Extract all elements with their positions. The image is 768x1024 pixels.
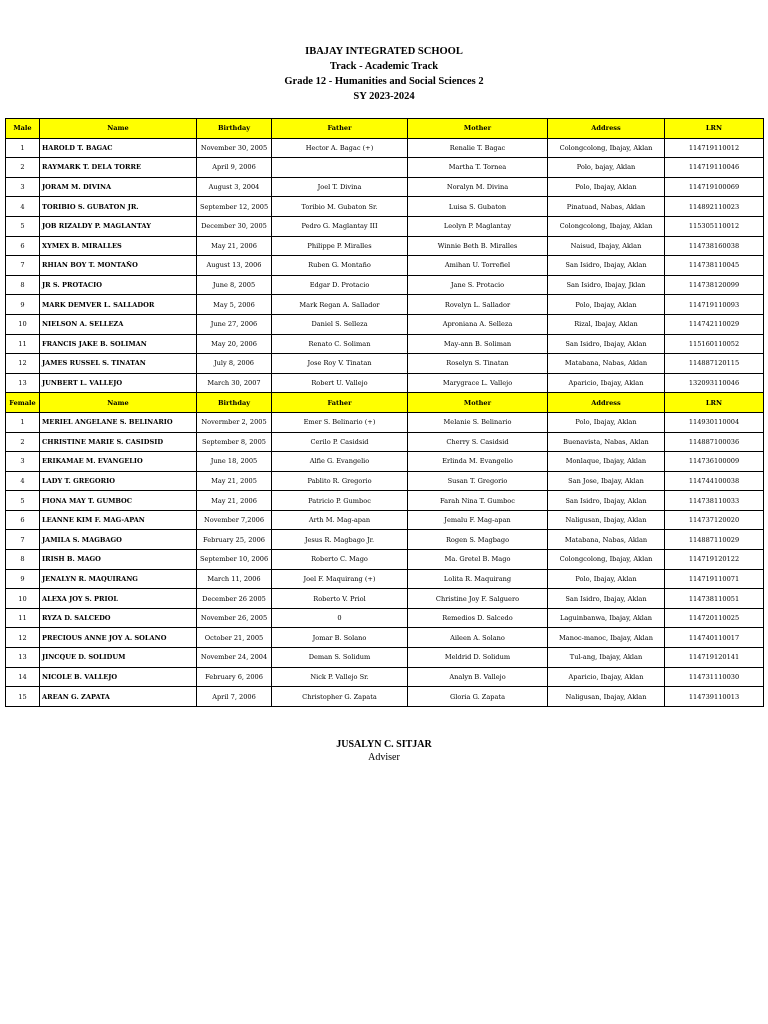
cell-address: Colongcolong, Ibajay, Aklan [548, 216, 665, 236]
cell-number: 11 [6, 608, 40, 628]
cell-birthday: November 7,2006 [197, 510, 272, 530]
cell-mother: Susan T. Gregorio [408, 471, 548, 491]
cell-birthday: November 24, 2004 [197, 648, 272, 668]
cell-address: Laguinbanwa, Ibajay, Aklan [548, 608, 665, 628]
cell-birthday: February 25, 2006 [197, 530, 272, 550]
cell-number: 8 [6, 275, 40, 295]
cell-father: Ruben G. Montaño [272, 256, 408, 276]
cell-lrn: 114744100038 [665, 471, 764, 491]
cell-number: 4 [6, 471, 40, 491]
table-row [6, 197, 764, 217]
cell-address: Polo, Ibajay, Aklan [548, 569, 665, 589]
column-header-father: Father [272, 119, 408, 139]
cell-lrn: 114731110030 [665, 667, 764, 687]
cell-mother: Christine Joy F. Salguero [408, 589, 548, 609]
cell-name: MERIEL ANGELANE S. BELINARIO [40, 412, 197, 432]
cell-number: 12 [6, 628, 40, 648]
cell-address: Polo, Ibajay, Aklan [548, 295, 665, 315]
table-row [6, 334, 764, 354]
cell-mother: Apronіana A. Selleza [408, 314, 548, 334]
cell-name: CHRISTINE MARIE S. CASIDSID [40, 432, 197, 452]
adviser-role: Adviser [368, 752, 400, 763]
cell-birthday: May 5, 2006 [197, 295, 272, 315]
cell-lrn: 114887120115 [665, 354, 764, 374]
cell-lrn: 114930110004 [665, 412, 764, 432]
cell-mother: Jane S. Protacio [408, 275, 548, 295]
cell-address: Matabana, Nabas, Aklan [548, 354, 665, 374]
cell-birthday: March 11, 2006 [197, 569, 272, 589]
cell-name: AREAN G. ZAPATA [40, 687, 197, 707]
cell-father: Deman S. Solidum [272, 648, 408, 668]
table-row [6, 471, 764, 491]
cell-number: 1 [6, 412, 40, 432]
cell-name: TORIBIO S. GUBATON JR. [40, 197, 197, 217]
cell-lrn: 114738120099 [665, 275, 764, 295]
table-row [6, 687, 764, 707]
cell-lrn: 114719110093 [665, 295, 764, 315]
table-row [6, 628, 764, 648]
cell-number: 2 [6, 432, 40, 452]
cell-number: 13 [6, 373, 40, 393]
cell-lrn: 114719110012 [665, 138, 764, 158]
section-label: Female [6, 393, 40, 413]
cell-number: 6 [6, 510, 40, 530]
cell-name: JENALYN R. MAQUIRANG [40, 569, 197, 589]
cell-birthday: June 8, 2005 [197, 275, 272, 295]
cell-address: Buenavista, Nabas, Aklan [548, 432, 665, 452]
cell-number: 6 [6, 236, 40, 256]
cell-name: ERIKAMAE M. EVANGELIO [40, 452, 197, 472]
cell-number: 15 [6, 687, 40, 707]
cell-father: Pedro G. Maglantay III [272, 216, 408, 236]
table-row [6, 452, 764, 472]
cell-father: Robert U. Vallejo [272, 373, 408, 393]
adviser-name: JUSALYN C. SITJAR [336, 739, 432, 750]
document-header [0, 44, 768, 104]
section-header-female [6, 393, 764, 413]
cell-father: 0 [272, 608, 408, 628]
cell-number: 10 [6, 314, 40, 334]
cell-mother: Roselyn S. Tinatan [408, 354, 548, 374]
school-year: SY 2023-2024 [353, 91, 415, 102]
cell-number: 9 [6, 295, 40, 315]
cell-father: Emer S. Belinario (+) [272, 412, 408, 432]
cell-number: 12 [6, 354, 40, 374]
cell-birthday: September 8, 2005 [197, 432, 272, 452]
cell-name: FIONA MAY T. GUMBOC [40, 491, 197, 511]
cell-father: Roberto V. Priol [272, 589, 408, 609]
cell-mother: Marygrace L. Vallejo [408, 373, 548, 393]
column-header-address: Address [548, 119, 665, 139]
cell-mother: Aileen A. Solano [408, 628, 548, 648]
cell-mother: Erlinda M. Evangelio [408, 452, 548, 472]
cell-birthday: July 8, 2006 [197, 354, 272, 374]
cell-father: Philippe P. Miralles [272, 236, 408, 256]
cell-number: 1 [6, 138, 40, 158]
cell-father: Nick P. Vallejo Sr. [272, 667, 408, 687]
column-header-lrn: LRN [665, 119, 764, 139]
cell-birthday: March 30, 2007 [197, 373, 272, 393]
cell-birthday: February 6, 2006 [197, 667, 272, 687]
cell-number: 14 [6, 667, 40, 687]
cell-number: 7 [6, 530, 40, 550]
cell-mother: Ma. Gretel B. Mago [408, 550, 548, 570]
cell-mother: Luisa S. Gubaton [408, 197, 548, 217]
table-row [6, 412, 764, 432]
table-row [6, 589, 764, 609]
cell-name: IRISH B. MAGO [40, 550, 197, 570]
cell-father: Cerilo P. Casidsid [272, 432, 408, 452]
cell-mother: Lolita R. Maquirang [408, 569, 548, 589]
table-row [6, 177, 764, 197]
cell-address: Manoc-manoc, Ibajay, Aklan [548, 628, 665, 648]
table-row [6, 158, 764, 178]
cell-address: Aparicio, Ibajay, Aklan [548, 667, 665, 687]
table-row [6, 256, 764, 276]
cell-name: JAMILA S. MAGBAGO [40, 530, 197, 550]
cell-name: NIELSON A. SELLEZA [40, 314, 197, 334]
cell-mother: Farah Nina T. Gumboc [408, 491, 548, 511]
cell-birthday: June 18, 2005 [197, 452, 272, 472]
cell-number: 8 [6, 550, 40, 570]
table-row [6, 314, 764, 334]
cell-father: Alfie G. Evangelio [272, 452, 408, 472]
column-header-address: Address [548, 393, 665, 413]
column-header-name: Name [40, 119, 197, 139]
cell-father: Pablito R. Gregorio [272, 471, 408, 491]
cell-address: Polo, Ibajay, Aklan [548, 177, 665, 197]
table-row [6, 648, 764, 668]
table-row [6, 530, 764, 550]
cell-father: Jose Roy V. Tinatan [272, 354, 408, 374]
cell-name: FRANCIS JAKE B. SOLIMAN [40, 334, 197, 354]
cell-name: JUNBERT L. VALLEJO [40, 373, 197, 393]
table-row [6, 295, 764, 315]
cell-mother: Meldrid D. Solidum [408, 648, 548, 668]
cell-lrn: 114738110045 [665, 256, 764, 276]
cell-mother: Remedios D. Salcedo [408, 608, 548, 628]
cell-lrn: 114738110051 [665, 589, 764, 609]
cell-name: HAROLD T. BAGAC [40, 138, 197, 158]
cell-name: LADY T. GREGORIO [40, 471, 197, 491]
cell-birthday: October 21, 2005 [197, 628, 272, 648]
cell-birthday: November 26, 2005 [197, 608, 272, 628]
cell-father: Christopher G. Zapata [272, 687, 408, 707]
column-header-mother: Mother [408, 119, 548, 139]
cell-birthday: May 21, 2006 [197, 491, 272, 511]
cell-father: Joel T. Divina [272, 177, 408, 197]
cell-mother: May-ann B. Soliman [408, 334, 548, 354]
cell-address: San Isidro, Ibajay, Aklan [548, 334, 665, 354]
cell-father: Jomar B. Solano [272, 628, 408, 648]
cell-father: Joel F. Maquirang (+) [272, 569, 408, 589]
cell-birthday: Novermber 2, 2005 [197, 412, 272, 432]
cell-name: MARK DEMVER L. SALLADOR [40, 295, 197, 315]
cell-father: Toribio M. Gubaton Sr. [272, 197, 408, 217]
cell-name: PRECIOUS ANNE JOY A. SOLANO [40, 628, 197, 648]
cell-address: San Isidro, Ibajay, Jklan [548, 275, 665, 295]
cell-name: JORAM M. DIVINA [40, 177, 197, 197]
cell-birthday: April 7, 2006 [197, 687, 272, 707]
column-header-lrn: LRN [665, 393, 764, 413]
cell-name: LEANNE KIM F. MAG-APAN [40, 510, 197, 530]
cell-lrn: 114719110046 [665, 158, 764, 178]
column-header-birthday: Birthday [197, 119, 272, 139]
cell-name: RAYMARK T. DELA TORRE [40, 158, 197, 178]
cell-address: Polo, bajay, Aklan [548, 158, 665, 178]
cell-number: 13 [6, 648, 40, 668]
table-row [6, 667, 764, 687]
cell-name: JOB RIZALDY P. MAGLANTAY [40, 216, 197, 236]
cell-address: Naisud, Ibajay, Aklan [548, 236, 665, 256]
cell-address: San Isidro, Ibajay, Aklan [548, 256, 665, 276]
cell-lrn: 114720110025 [665, 608, 764, 628]
cell-mother: Rogen S. Magbago [408, 530, 548, 550]
cell-mother: Renalie T. Bagac [408, 138, 548, 158]
cell-lrn: 132093110046 [665, 373, 764, 393]
cell-number: 3 [6, 452, 40, 472]
cell-birthday: August 13, 2006 [197, 256, 272, 276]
cell-birthday: December 30, 2005 [197, 216, 272, 236]
cell-father: Roberto C. Mago [272, 550, 408, 570]
column-header-name: Name [40, 393, 197, 413]
cell-father: Renato C. Soliman [272, 334, 408, 354]
cell-address: Polo, Ibajay, Aklan [548, 412, 665, 432]
cell-number: 5 [6, 216, 40, 236]
cell-lrn: 114719120141 [665, 648, 764, 668]
cell-name: ALEXA JOY S. PRIOL [40, 589, 197, 609]
cell-birthday: May 20, 2006 [197, 334, 272, 354]
column-header-mother: Mother [408, 393, 548, 413]
cell-number: 9 [6, 569, 40, 589]
cell-number: 7 [6, 256, 40, 276]
cell-birthday: August 3, 2004 [197, 177, 272, 197]
table-row [6, 491, 764, 511]
cell-lrn: 114719100069 [665, 177, 764, 197]
table-row [6, 275, 764, 295]
cell-name: NICOLE B. VALLEJO [40, 667, 197, 687]
cell-birthday: May 21, 2005 [197, 471, 272, 491]
cell-mother: Leolyn P. Maglantay [408, 216, 548, 236]
section-header-male [6, 119, 764, 139]
cell-lrn: 114737120020 [665, 510, 764, 530]
cell-number: 2 [6, 158, 40, 178]
cell-name: JAMES RUSSEL S. TINATAN [40, 354, 197, 374]
cell-lrn: 114719110071 [665, 569, 764, 589]
cell-address: Tul-ang, Ibajay, Aklan [548, 648, 665, 668]
cell-lrn: 115160110052 [665, 334, 764, 354]
cell-mother: Cherry S. Casidsid [408, 432, 548, 452]
table-row [6, 354, 764, 374]
cell-father: Arth M. Mag-apan [272, 510, 408, 530]
school-name: IBAJAY INTEGRATED SCHOOL [305, 46, 463, 57]
cell-name: JR S. PROTACIO [40, 275, 197, 295]
cell-father: Edgar D. Protacio [272, 275, 408, 295]
cell-address: Naligusan, Ibajay, Aklan [548, 510, 665, 530]
cell-address: San Jose, Ibajay, Aklan [548, 471, 665, 491]
cell-name: XYMEX B. MIRALLES [40, 236, 197, 256]
cell-lrn: 114892110023 [665, 197, 764, 217]
cell-lrn: 114739110013 [665, 687, 764, 707]
signature-block [0, 738, 768, 764]
cell-lrn: 114719120122 [665, 550, 764, 570]
section-label: Male [6, 119, 40, 139]
cell-mother: Analyn B. Vallejo [408, 667, 548, 687]
cell-father: Patricio P. Gumboc [272, 491, 408, 511]
cell-lrn: 115305110012 [665, 216, 764, 236]
cell-lrn: 114887110029 [665, 530, 764, 550]
cell-birthday: November 30, 2005 [197, 138, 272, 158]
cell-father: Mark Regan A. Sallador [272, 295, 408, 315]
cell-father: Hector A. Bagac (+) [272, 138, 408, 158]
cell-mother: Rovelyn L. Sallador [408, 295, 548, 315]
cell-father [272, 158, 408, 178]
cell-birthday: April 9, 2006 [197, 158, 272, 178]
cell-address: Pinatuad, Nabas, Aklan [548, 197, 665, 217]
cell-number: 11 [6, 334, 40, 354]
track-line: Track - Academic Track [329, 61, 439, 72]
cell-mother: Melanie S. Belinario [408, 412, 548, 432]
cell-lrn: 114736100009 [665, 452, 764, 472]
cell-name: JINCQUE D. SOLIDUM [40, 648, 197, 668]
cell-address: Aparicio, Ibajay, Aklan [548, 373, 665, 393]
cell-lrn: 114742110029 [665, 314, 764, 334]
cell-number: 3 [6, 177, 40, 197]
cell-number: 10 [6, 589, 40, 609]
cell-birthday: September 12, 2005 [197, 197, 272, 217]
table-row [6, 569, 764, 589]
cell-lrn: 114738160038 [665, 236, 764, 256]
cell-address: Naligusan, Ibajay, Aklan [548, 687, 665, 707]
cell-name: RHIAN BOY T. MONTAÑO [40, 256, 197, 276]
grade-line: Grade 12 - Humanities and Social Sciences 2 [284, 76, 484, 87]
cell-birthday: September 10, 2006 [197, 550, 272, 570]
table-row [6, 236, 764, 256]
cell-mother: Gloria G. Zapata [408, 687, 548, 707]
cell-birthday: May 21, 2006 [197, 236, 272, 256]
table-row [6, 138, 764, 158]
cell-mother: Martha T. Tornea [408, 158, 548, 178]
cell-number: 5 [6, 491, 40, 511]
cell-address: Colongcolong, Ibajay, Aklan [548, 138, 665, 158]
cell-address: Colongcolong, Ibajay, Aklan [548, 550, 665, 570]
cell-address: Matabana, Nabas, Aklan [548, 530, 665, 550]
cell-father: Daniel S. Selleza [272, 314, 408, 334]
cell-address: San Isidro, Ibajay, Aklan [548, 589, 665, 609]
table-row [6, 373, 764, 393]
cell-birthday: June 27, 2006 [197, 314, 272, 334]
cell-address: Monlaque, Ibajay, Aklan [548, 452, 665, 472]
cell-address: Rizal, Ibajay, Aklan [548, 314, 665, 334]
table-row [6, 550, 764, 570]
cell-lrn: 114740110017 [665, 628, 764, 648]
cell-mother: Amihan U. Torrefiel [408, 256, 548, 276]
cell-mother: Winnie Beth B. Miralles [408, 236, 548, 256]
class-roster-table [5, 118, 764, 707]
cell-mother: Jemalu F. Mag-apan [408, 510, 548, 530]
table-row [6, 510, 764, 530]
column-header-birthday: Birthday [197, 393, 272, 413]
cell-address: San Isidro, Ibajay, Aklan [548, 491, 665, 511]
cell-lrn: 114738110033 [665, 491, 764, 511]
cell-father: Jesus R. Magbago Jr. [272, 530, 408, 550]
table-row [6, 608, 764, 628]
cell-name: RYZA D. SALCEDO [40, 608, 197, 628]
cell-birthday: December 26 2005 [197, 589, 272, 609]
table-row [6, 432, 764, 452]
table-row [6, 216, 764, 236]
cell-mother: Noralyn M. Divina [408, 177, 548, 197]
column-header-father: Father [272, 393, 408, 413]
cell-lrn: 114887100036 [665, 432, 764, 452]
cell-number: 4 [6, 197, 40, 217]
